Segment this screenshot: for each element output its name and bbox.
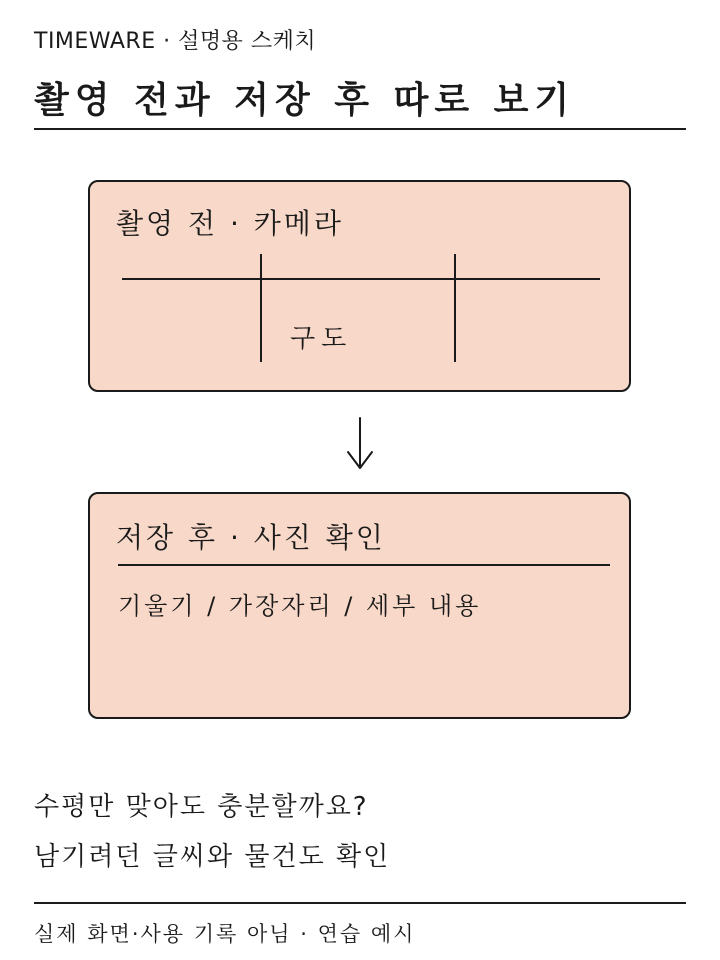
after-saving-card [88, 492, 631, 719]
check-items: 기울기 / 가장자리 / 세부 내용 [118, 592, 482, 620]
before-shooting-card [88, 180, 631, 392]
arrow-down-icon [340, 414, 380, 474]
composition-label: 구도 [290, 324, 353, 354]
footer-disclaimer: 실제 화면·사용 기록 아님 · 연습 예시 [34, 922, 416, 946]
grid-vertical-line-right [454, 254, 456, 362]
after-saving-heading: 저장 후 · 사진 확인 [116, 521, 386, 554]
footer-divider [34, 902, 686, 904]
check-note: 남기려던 글씨와 물건도 확인 [34, 842, 391, 872]
header-divider [34, 128, 686, 130]
grid-vertical-line-left [260, 254, 262, 362]
page-title: 촬영 전과 저장 후 따로 보기 [34, 80, 576, 121]
question-text: 수평만 맞아도 충분할까요? [34, 792, 369, 822]
card-divider [118, 564, 610, 566]
brand-caption: TIMEWARE · 설명용 스케치 [34, 29, 317, 54]
before-shooting-heading: 촬영 전 · 카메라 [116, 207, 344, 240]
grid-horizontal-line [122, 278, 600, 280]
